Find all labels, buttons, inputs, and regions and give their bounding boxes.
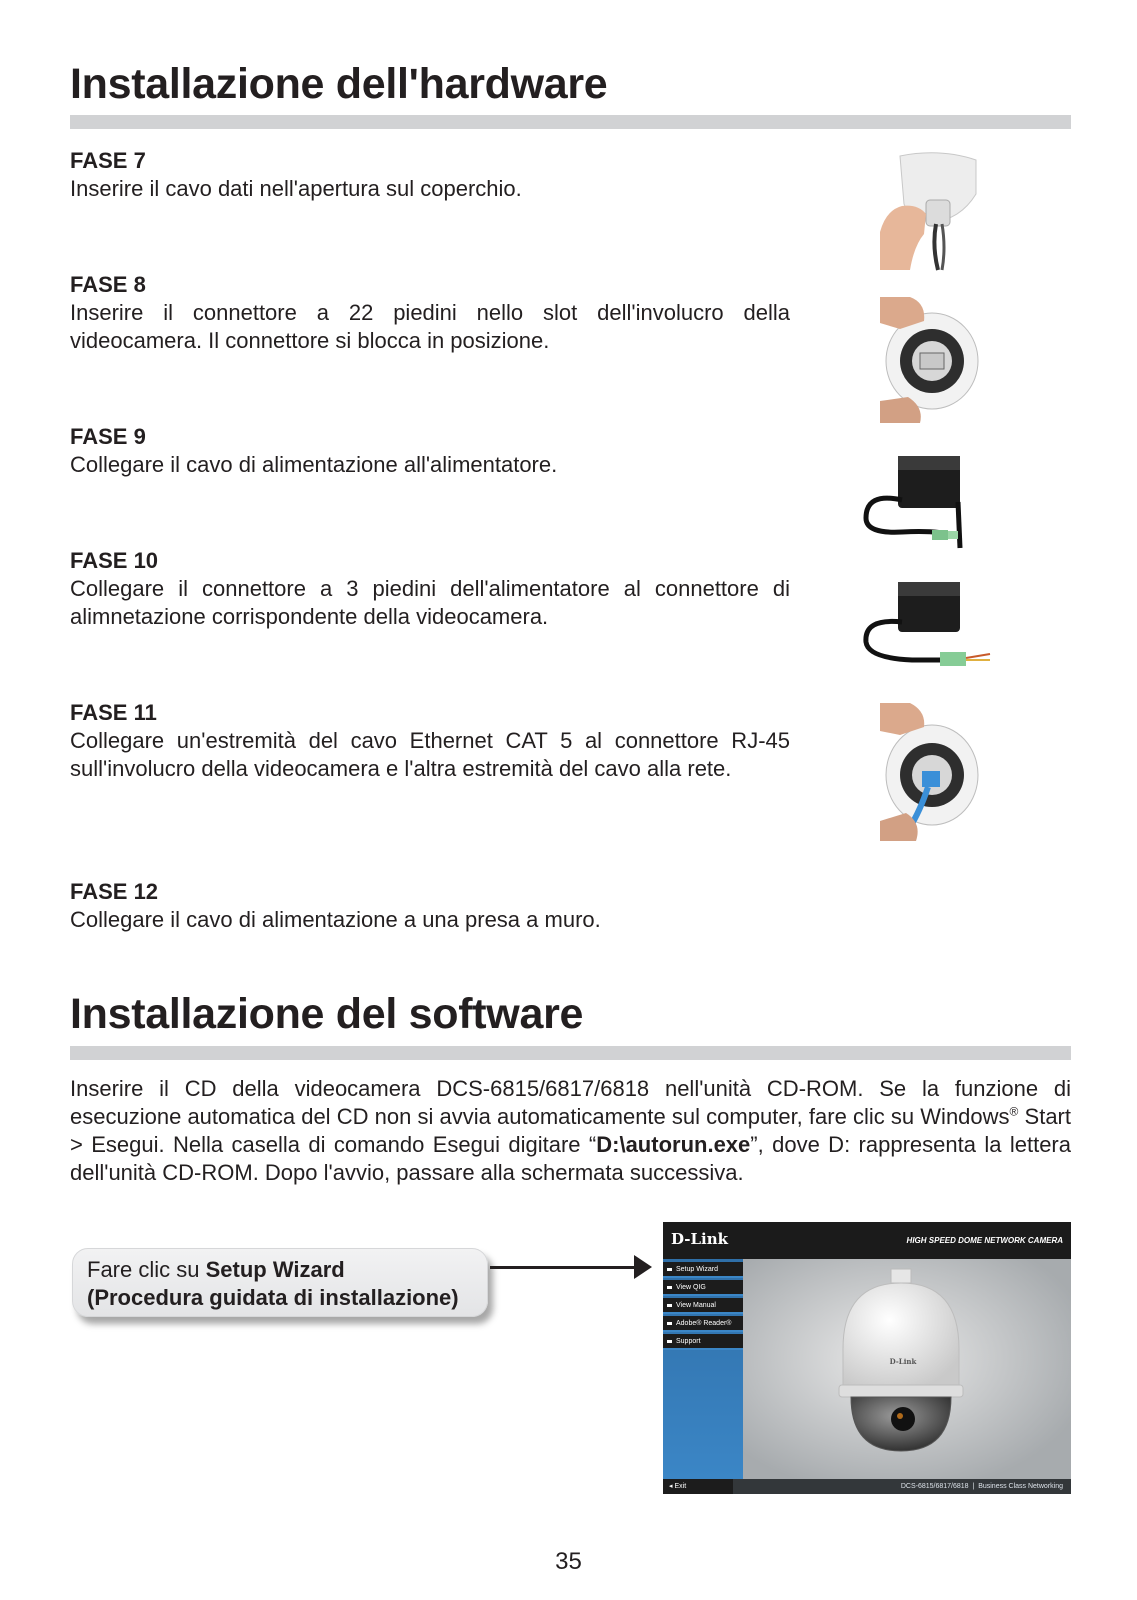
step-text: Inserire il cavo dati nell'apertura sul coperchio. [70,176,522,201]
step-8 [70,271,790,355]
screenshot-header [663,1222,1071,1259]
step-text: Collegare il connettore a 3 piedini dell'alimentatore al connettore di alimnetazione corrispondente della videocamera. [70,576,790,629]
step-label: FASE 10 [70,548,159,573]
menu-setup-wizard[interactable]: Setup Wizard [663,1262,743,1278]
arrow-line [490,1266,634,1269]
step-label: FASE 11 [70,700,157,725]
step-11 [70,699,790,783]
software-instructions: Inserire il CD della videocamera DCS-6815/6817/6818 nell'unità CD-ROM. Se la funzione di esecuzione automatica del CD non si avvia automaticamente sul computer, fare clic su Windows® Start > Esegui. Nella casella di comando Esegui digitare “D:\autorun.exe”, dove D: rappresenta la lettera dell'unità CD-ROM. Dopo l'avvio, passare alla schermata successiva. [70,1076,1071,1185]
photo-camera-connector [880,297,980,423]
heading-rule [70,115,1071,129]
menu-view-qig[interactable]: View QIG [663,1280,743,1296]
page-number: 35 [555,1548,582,1575]
step-text: Collegare un'estremità del cavo Ethernet CAT 5 al connettore RJ-45 sull'involucro della videocamera e l'altra estremità del cavo alla rete. [70,728,790,781]
step-text: Inserire il connettore a 22 piedini nello slot dell'involucro della videocamera. Il connettore si blocca in posizione. [70,300,790,353]
menu-view-manual[interactable]: View Manual [663,1298,743,1314]
heading-hardware: Installazione dell'hardware [70,60,608,108]
dlink-logo: D-Link [671,1230,729,1248]
step-7 [70,147,790,203]
photo-power-adapter [862,452,972,550]
step-10 [70,547,790,631]
photo-dome-cover-cable [880,150,980,272]
photo-camera-ethernet [880,703,980,841]
screenshot-tagline: HIGH SPEED DOME NETWORK CAMERA [906,1236,1063,1245]
arrow-right-icon [634,1255,652,1279]
screenshot-main [743,1259,1071,1479]
menu-adobe-reader[interactable]: Adobe® Reader® [663,1316,743,1332]
menu-support[interactable]: Support [663,1334,743,1350]
autorun-screenshot [663,1222,1071,1494]
camera-logo: D-Link [889,1357,917,1366]
step-12 [70,878,790,934]
step-label: FASE 9 [70,424,146,449]
setup-wizard-callout: Fare clic su Setup Wizard (Procedura guidata di installazione) [72,1248,488,1317]
step-text: Collegare il cavo di alimentazione a una presa a muro. [70,907,601,932]
exit-button[interactable]: ◂ Exit [663,1479,733,1494]
step-9 [70,423,790,479]
autorun-command: D:\autorun.exe [596,1132,751,1157]
step-label: FASE 7 [70,148,146,173]
dome-camera-image [743,1259,1071,1479]
screenshot-footer-text: DCS-6815/6817/6818 | Business Class Networking [900,1483,1063,1490]
registered-mark: ® [1009,1104,1019,1119]
heading-software: Installazione del software [70,990,584,1038]
step-label: FASE 12 [70,879,159,904]
heading-rule [70,1046,1071,1060]
step-text: Collegare il cavo di alimentazione all'alimentatore. [70,452,558,477]
step-label: FASE 8 [70,272,146,297]
photo-adapter-connector [862,576,992,672]
